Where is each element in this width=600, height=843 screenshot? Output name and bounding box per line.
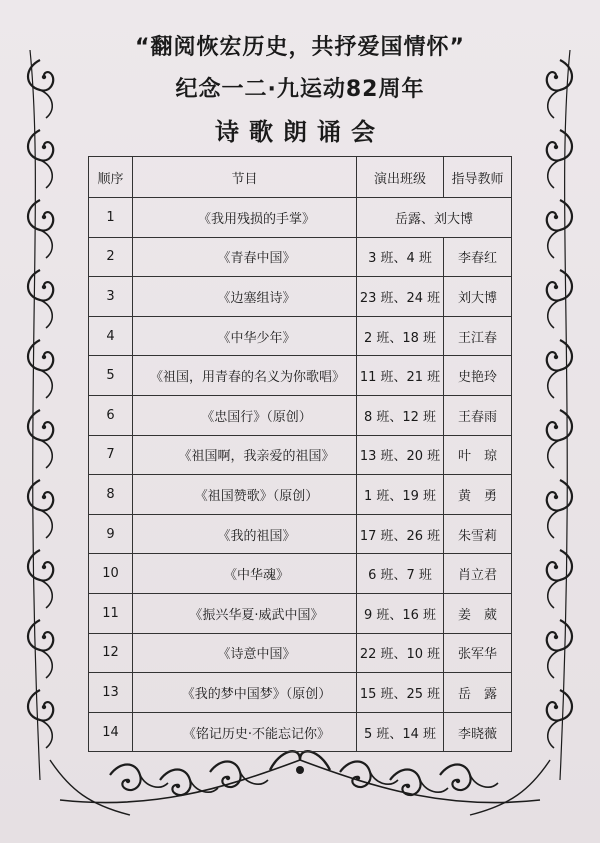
cell-program: 《青春中国》 xyxy=(133,237,357,277)
cell-program: 《我用残损的手掌》 xyxy=(133,198,357,238)
cell-performers: 11 班、21 班 xyxy=(357,356,444,396)
cell-order: 7 xyxy=(89,435,133,475)
cell-program: 《中华魂》 xyxy=(133,554,357,594)
cell-order: 11 xyxy=(89,593,133,633)
table-header-row xyxy=(89,157,512,198)
cell-order: 5 xyxy=(89,356,133,396)
cell-order: 14 xyxy=(89,712,133,752)
cell-teacher: 张军华 xyxy=(444,633,512,673)
cell-teacher: 朱雪莉 xyxy=(444,514,512,554)
cell-program: 《忠国行》（原创） xyxy=(133,395,357,435)
cell-program: 《我的梦中国梦》（原创） xyxy=(133,673,357,713)
cell-teacher: 黄 勇 xyxy=(444,475,512,515)
cell-program: 《中华少年》 xyxy=(133,316,357,356)
cell-teacher: 王春雨 xyxy=(444,395,512,435)
cell-order: 13 xyxy=(89,673,133,713)
cell-performers: 5 班、14 班 xyxy=(357,712,444,752)
title-line-1: “翻阅恢宏历史，共抒爱国情怀” xyxy=(135,35,465,60)
table-row xyxy=(89,593,512,633)
cell-teacher: 刘大博 xyxy=(444,277,512,317)
cell-program: 《祖国赞歌》（原创） xyxy=(133,475,357,515)
cell-program: 《我的祖国》 xyxy=(133,514,357,554)
cell-order: 12 xyxy=(89,633,133,673)
cell-program: 《铭记历史·不能忘记你》 xyxy=(133,712,357,752)
cell-order: 2 xyxy=(89,237,133,277)
table-row xyxy=(89,395,512,435)
cell-teacher: 姜 葳 xyxy=(444,593,512,633)
cell-order: 6 xyxy=(89,395,133,435)
table-row xyxy=(89,514,512,554)
cell-order: 3 xyxy=(89,277,133,317)
cell-performers: 15 班、25 班 xyxy=(357,673,444,713)
cell-performers: 1 班、19 班 xyxy=(357,475,444,515)
header-teacher: 指导教师 xyxy=(444,157,512,198)
cell-performers: 17 班、26 班 xyxy=(357,514,444,554)
cell-teacher: 史艳玲 xyxy=(444,356,512,396)
cell-performers: 2 班、18 班 xyxy=(357,316,444,356)
cell-teacher: 叶 琼 xyxy=(444,435,512,475)
cell-program: 《祖国啊，我亲爱的祖国》 xyxy=(133,435,357,475)
cell-performers: 22 班、10 班 xyxy=(357,633,444,673)
header-performers: 演出班级 xyxy=(357,157,444,198)
cell-performers: 6 班、7 班 xyxy=(357,554,444,594)
table-row xyxy=(89,198,512,238)
cell-program: 《祖国，用青春的名义为你歌唱》 xyxy=(133,356,357,396)
cell-teacher: 肖立君 xyxy=(444,554,512,594)
cell-order: 10 xyxy=(89,554,133,594)
cell-performers: 13 班、20 班 xyxy=(357,435,444,475)
cell-order: 4 xyxy=(89,316,133,356)
cell-order: 8 xyxy=(89,475,133,515)
header-order: 顺序 xyxy=(89,157,133,198)
cell-order: 9 xyxy=(89,514,133,554)
table-row xyxy=(89,633,512,673)
cell-teacher: 岳 露 xyxy=(444,673,512,713)
table-row xyxy=(89,475,512,515)
cell-program: 《边塞组诗》 xyxy=(133,277,357,317)
program-table xyxy=(88,156,512,752)
cell-performers: 23 班、24 班 xyxy=(357,277,444,317)
table-row xyxy=(89,356,512,396)
cell-teacher: 李春红 xyxy=(444,237,512,277)
cell-program: 《诗意中国》 xyxy=(133,633,357,673)
cell-teacher: 王江春 xyxy=(444,316,512,356)
title-line-2: 纪念一二·九运动82周年 xyxy=(175,77,425,102)
table-row xyxy=(89,237,512,277)
cell-performers: 8 班、12 班 xyxy=(357,395,444,435)
cell-performers: 9 班、16 班 xyxy=(357,593,444,633)
table-row xyxy=(89,435,512,475)
table-row xyxy=(89,673,512,713)
title-line-3: 诗歌朗诵会 xyxy=(215,118,385,146)
cell-program: 《振兴华夏·威武中国》 xyxy=(133,593,357,633)
header-program: 节目 xyxy=(133,157,357,198)
table-row xyxy=(89,554,512,594)
cell-performers: 3 班、4 班 xyxy=(357,237,444,277)
cell-performers: 岳露、刘大博 xyxy=(357,198,512,238)
table-row xyxy=(89,316,512,356)
cell-teacher: 李晓薇 xyxy=(444,712,512,752)
cell-order: 1 xyxy=(89,198,133,238)
table-row xyxy=(89,277,512,317)
table-row xyxy=(89,712,512,752)
